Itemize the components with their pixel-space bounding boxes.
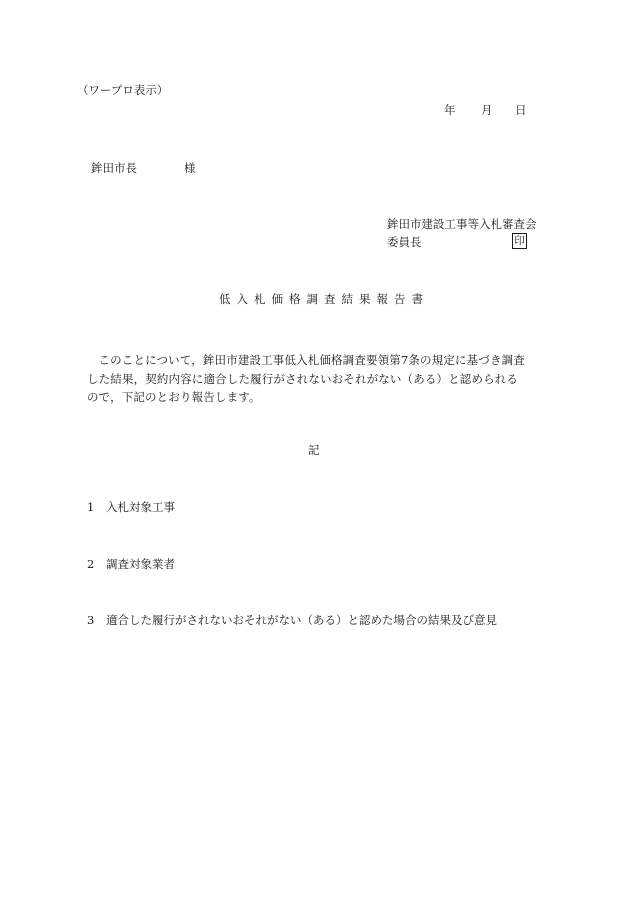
date-month-label: 月 [481, 103, 493, 117]
date-day-label: 日 [515, 103, 527, 117]
ki-heading: 記 [308, 443, 320, 457]
list-item [87, 559, 175, 571]
list-item-number: 1 [87, 500, 95, 514]
sender-title: 委員長 [387, 235, 422, 249]
format-note: （ワープロ表示） [77, 83, 169, 97]
list-item [87, 502, 175, 514]
addressee-name: 鉾田市長 [91, 161, 137, 175]
document-title: 低入札価格調査結果報告書 [219, 292, 429, 306]
seal-stamp-box: 印 [512, 233, 527, 249]
date-year-label: 年 [444, 103, 456, 117]
list-item-number: 2 [87, 557, 95, 571]
list-item [87, 615, 497, 627]
addressee-honorific: 様 [184, 161, 196, 175]
body-paragraph: このことについて，鉾田市建設工事低入札価格調査要領第7条の規定に基づき調査した結果，契約内容に適合した履行がされないおそれがない（ある）と認められるので，下記のとおり報告します。 [87, 353, 525, 404]
list-item-label: 適合した履行がされないおそれがない（ある）と認めた場合の結果及び意見 [106, 613, 497, 627]
sender-organization: 鉾田市建設工事等入札審査会 [387, 217, 537, 231]
list-item-label: 調査対象業者 [106, 557, 175, 571]
list-item-number: 3 [87, 613, 95, 627]
list-item-label: 入札対象工事 [106, 500, 175, 514]
